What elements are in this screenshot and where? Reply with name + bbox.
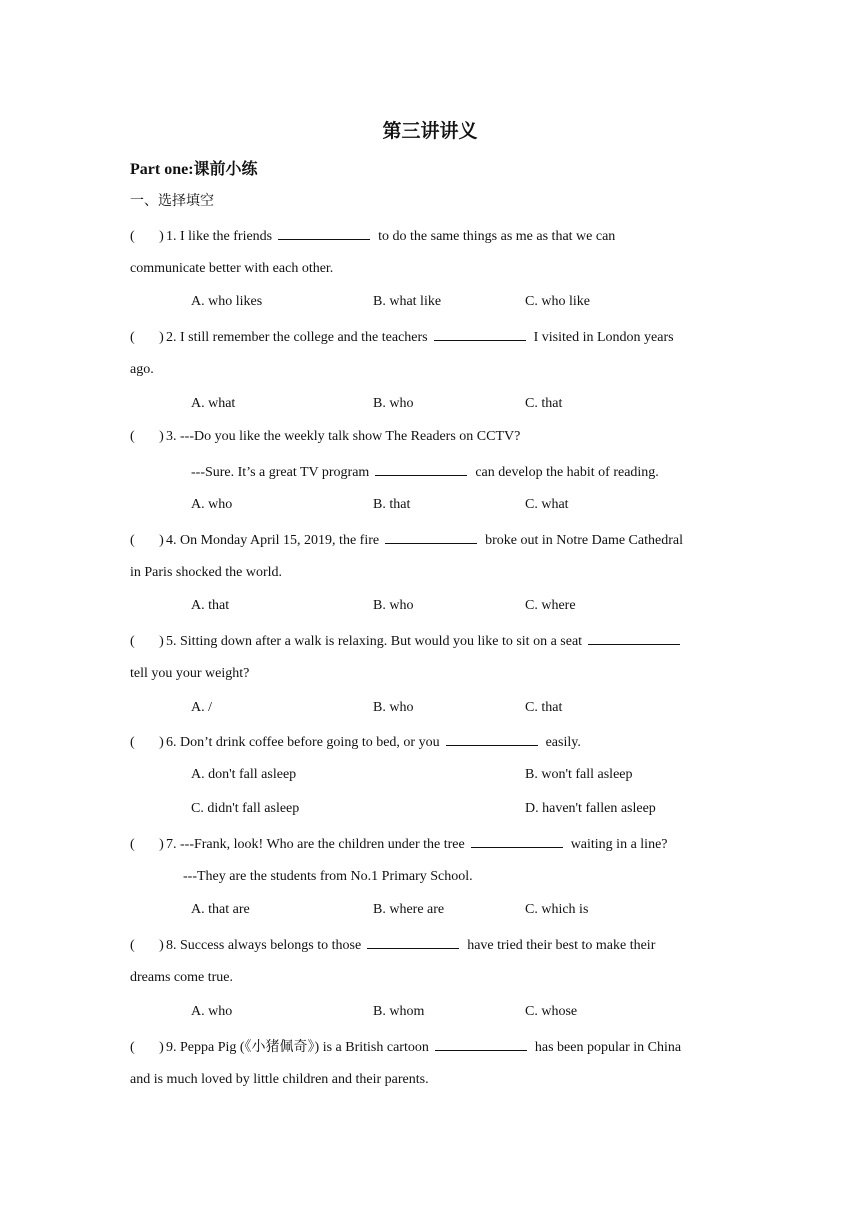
answer-paren[interactable]: ( ): [130, 837, 164, 852]
option-b[interactable]: B. who: [373, 598, 414, 613]
option-b[interactable]: B. who: [373, 700, 414, 715]
question-3-reply: ---Sure. It’s a great TV program can develop the habit of reading.: [191, 461, 659, 481]
option-b[interactable]: B. that: [373, 497, 411, 512]
option-a[interactable]: A. who likes: [191, 294, 263, 309]
answer-blank[interactable]: [471, 833, 563, 848]
part-heading: Part one:课前小练: [130, 161, 258, 178]
answer-blank[interactable]: [278, 225, 370, 240]
question-2-continued: ago.: [130, 362, 154, 377]
answer-paren[interactable]: ( ): [130, 330, 164, 345]
option-a[interactable]: A. don't fall asleep: [191, 767, 297, 782]
option-a[interactable]: A. that are: [191, 902, 250, 917]
option-c[interactable]: C. where: [525, 598, 576, 613]
option-a[interactable]: A. who: [191, 497, 233, 512]
answer-paren[interactable]: ( ): [130, 533, 164, 548]
question-7: ( ) 7. ---Frank, look! Who are the children under the tree waiting in a line?: [130, 833, 668, 853]
option-c[interactable]: C. which is: [525, 902, 589, 917]
question-8-continued: dreams come true.: [130, 970, 234, 985]
answer-blank[interactable]: [446, 731, 538, 746]
question-5: ( ) 5. Sitting down after a walk is relaxing. But would you like to sit on a seat: [130, 630, 688, 650]
question-3: ( ) 3. ---Do you like the weekly talk show The Readers on CCTV?: [130, 427, 520, 447]
question-9: ( ) 9. Peppa Pig (《小猪佩奇》) is a British cartoon has been popular in China: [130, 1036, 681, 1056]
option-b[interactable]: B. whom: [373, 1004, 425, 1019]
option-a[interactable]: A. who: [191, 1004, 233, 1019]
answer-blank[interactable]: [375, 461, 467, 476]
option-a[interactable]: A. that: [191, 598, 230, 613]
option-a[interactable]: A. /: [191, 700, 212, 715]
option-c[interactable]: C. that: [525, 700, 563, 715]
question-7-reply: ---They are the students from No.1 Primary School.: [183, 869, 473, 884]
answer-blank[interactable]: [588, 630, 680, 645]
option-a[interactable]: A. what: [191, 396, 236, 411]
page-title: 第三讲讲义: [382, 121, 478, 142]
section-heading: 一、选择填空: [130, 194, 214, 209]
question-8: ( ) 8. Success always belongs to those have tried their best to make their: [130, 934, 655, 954]
question-4-continued: in Paris shocked the world.: [130, 565, 283, 580]
option-c[interactable]: C. who like: [525, 294, 590, 309]
option-c[interactable]: C. what: [525, 497, 569, 512]
option-c[interactable]: C. whose: [525, 1004, 578, 1019]
question-9-continued: and is much loved by little children and their parents.: [130, 1072, 429, 1087]
option-c[interactable]: C. that: [525, 396, 563, 411]
question-5-continued: tell you your weight?: [130, 666, 250, 681]
option-d[interactable]: D. haven't fallen asleep: [525, 801, 656, 816]
answer-blank[interactable]: [434, 326, 526, 341]
answer-blank[interactable]: [367, 934, 459, 949]
answer-paren[interactable]: ( ): [130, 735, 164, 750]
answer-paren[interactable]: ( ): [130, 938, 164, 953]
question-4: ( ) 4. On Monday April 15, 2019, the fire broke out in Notre Dame Cathedral: [130, 529, 683, 549]
option-c[interactable]: C. didn't fall asleep: [191, 801, 300, 816]
answer-paren[interactable]: ( ): [130, 429, 164, 444]
question-2: ( ) 2. I still remember the college and the teachers I visited in London years: [130, 326, 674, 346]
option-b[interactable]: B. who: [373, 396, 414, 411]
question-6: ( ) 6. Don’t drink coffee before going to bed, or you easily.: [130, 731, 581, 751]
answer-blank[interactable]: [385, 529, 477, 544]
option-b[interactable]: B. where are: [373, 902, 445, 917]
answer-paren[interactable]: ( ): [130, 229, 164, 244]
option-b[interactable]: B. won't fall asleep: [525, 767, 633, 782]
question-1: ( ) 1. I like the friends to do the same things as me as that we can: [130, 225, 615, 245]
answer-paren[interactable]: ( ): [130, 634, 164, 649]
answer-paren[interactable]: ( ): [130, 1040, 164, 1055]
question-1-continued: communicate better with each other.: [130, 261, 334, 276]
answer-blank[interactable]: [435, 1036, 527, 1051]
option-b[interactable]: B. what like: [373, 294, 442, 309]
